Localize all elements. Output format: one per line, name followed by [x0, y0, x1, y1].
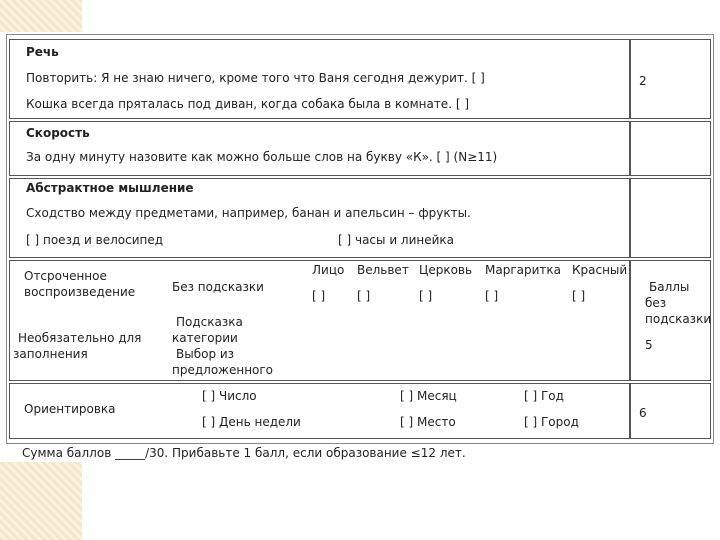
recall-word-5: Красный [572, 263, 628, 277]
speech-line-1: Повторить: Я не знаю ничего, кроме того что Ваня сегодня дежурит. [ ] [26, 71, 485, 85]
speed-cell [9, 121, 630, 176]
recall-score-label-2: без [645, 296, 667, 310]
decorative-corner-bottom [0, 462, 82, 540]
recall-hint-3: Выбор из [176, 347, 235, 361]
orientation-item-weekday[interactable]: [ ] День недели [202, 415, 301, 429]
orientation-item-place[interactable]: [ ] Место [400, 415, 456, 429]
recall-label-1: Отсроченное [24, 269, 107, 283]
recall-optional-2: заполнения [13, 347, 88, 361]
speed-line-1: За одну минуту назовите как можно больше слов на букву «К». [ ] (N≥11) [26, 150, 498, 164]
speech-title: Речь [26, 45, 59, 59]
recall-hint-4: предложенного [172, 363, 274, 377]
speed-score-cell [630, 121, 711, 176]
recall-word-1: Лицо [312, 263, 345, 277]
speech-score-cell [630, 39, 711, 119]
recall-score-label-3: подсказки [645, 312, 712, 326]
abstract-title: Абстрактное мышление [26, 181, 194, 195]
abstract-option-2: [ ] часы и линейка [338, 233, 455, 247]
speech-cell [9, 39, 630, 119]
recall-hint-1: Подсказка [176, 315, 243, 329]
recall-box-2[interactable]: [ ] [357, 289, 371, 303]
recall-box-4[interactable]: [ ] [485, 289, 499, 303]
recall-label-2: воспроизведение [24, 285, 136, 299]
recall-hint-2: категории [172, 331, 238, 345]
recall-score-label-1: Баллы [649, 280, 690, 294]
orientation-score-cell [630, 383, 711, 439]
recall-box-3[interactable]: [ ] [419, 289, 433, 303]
recall-score: 5 [645, 338, 653, 352]
orientation-label: Ориентировка [24, 402, 116, 416]
orientation-cell [9, 383, 630, 439]
speed-title: Скорость [26, 126, 90, 140]
orientation-item-city[interactable]: [ ] Город [524, 415, 579, 429]
recall-optional-1: Необязательно для [18, 331, 142, 345]
recall-box-1[interactable]: [ ] [312, 289, 326, 303]
orientation-item-year[interactable]: [ ] Год [524, 389, 564, 403]
abstract-cell [9, 178, 630, 258]
recall-word-2: Вельвет [357, 263, 409, 277]
recall-box-5[interactable]: [ ] [572, 289, 586, 303]
recall-cell [9, 260, 630, 381]
abstract-option-1: [ ] поезд и велосипед [26, 233, 164, 247]
recall-word-4: Маргаритка [485, 263, 561, 277]
assessment-table [6, 34, 714, 444]
orientation-score: 6 [639, 406, 647, 420]
speech-score: 2 [639, 74, 647, 88]
score-summary: Сумма баллов _____/30. Прибавьте 1 балл, если образование ≤12 лет. [22, 446, 466, 460]
abstract-score-cell [630, 178, 711, 258]
orientation-item-number[interactable]: [ ] Число [202, 389, 257, 403]
recall-score-cell [630, 260, 711, 381]
orientation-item-month[interactable]: [ ] Месяц [400, 389, 457, 403]
recall-word-3: Церковь [419, 263, 473, 277]
abstract-line-1: Сходство между предметами, например, банан и апельсин – фрукты. [26, 206, 471, 220]
speech-line-2: Кошка всегда пряталась под диван, когда собака была в комнате. [ ] [26, 97, 469, 111]
decorative-corner-top [0, 0, 82, 32]
recall-no-hint-label: Без подсказки [172, 280, 264, 294]
